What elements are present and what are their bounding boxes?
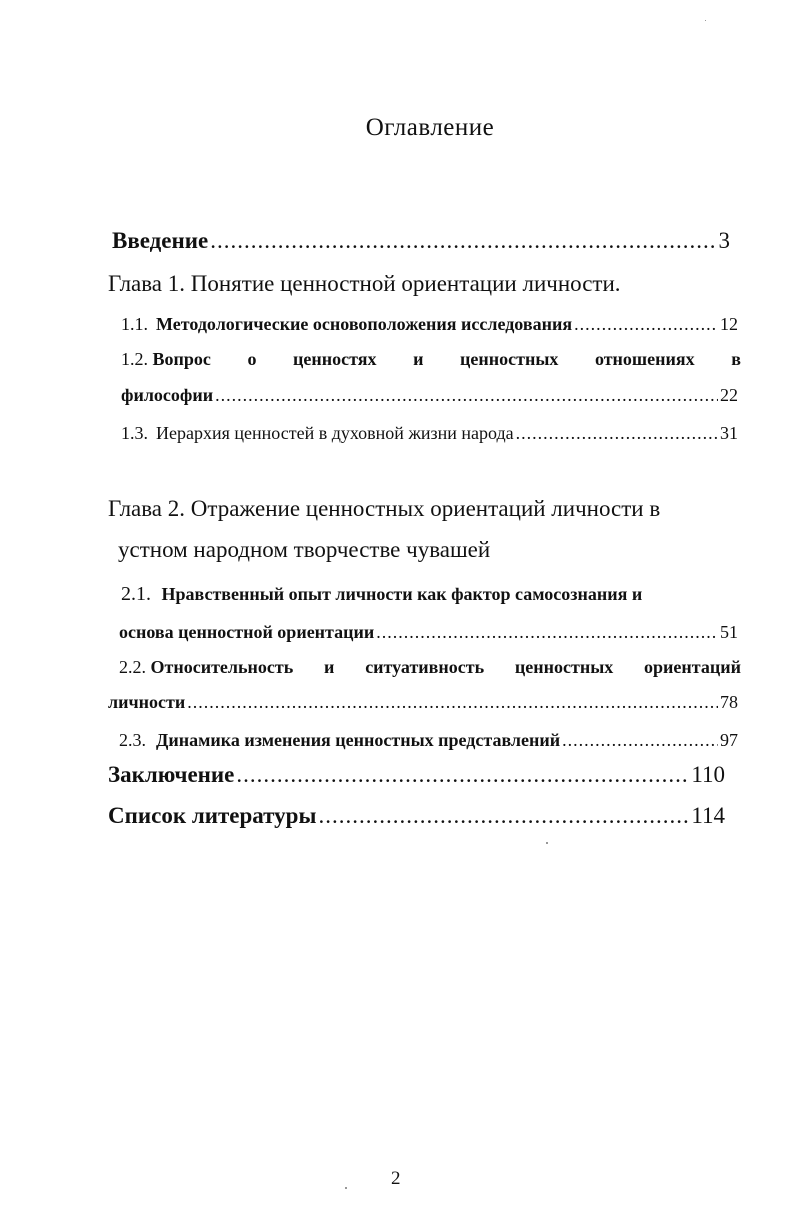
word: и (324, 657, 335, 677)
word: ценностных (514, 657, 614, 677)
section-number: 2.2. Относительность (119, 657, 294, 677)
leader-dots (574, 314, 718, 335)
toc-entry-page: 97 (720, 730, 738, 750)
toc-entry-2-3[interactable] (119, 730, 738, 751)
word: ценностях (293, 349, 377, 369)
toc-entry-label: Динамика изменения ценностных представлений (156, 730, 561, 750)
toc-title: Оглавление (365, 114, 495, 141)
toc-entry-label: Методологические основоположения исследования (156, 314, 573, 334)
toc-entry-label: Список литературы (108, 803, 317, 828)
word: отношениях (594, 349, 695, 369)
leader-dots (562, 730, 718, 751)
scan-speck (345, 1187, 347, 1189)
toc-entry-label: Заключение (108, 762, 235, 787)
word: ориентаций (644, 657, 741, 677)
word: в (731, 349, 741, 369)
leader-dots (376, 622, 718, 643)
toc-entry-1-1[interactable] (121, 314, 738, 335)
section-number: 1.2. Вопрос (121, 349, 211, 369)
toc-entry-page: 22 (720, 385, 738, 405)
toc-entry-2-1-line2[interactable] (119, 622, 738, 643)
toc-entry-intro[interactable] (112, 228, 730, 254)
toc-entry-references[interactable] (108, 803, 725, 829)
toc-entry-page: 51 (720, 622, 738, 642)
toc-entry-page: 114 (691, 803, 725, 828)
leader-dots (215, 385, 718, 406)
toc-entry-2-1-line1[interactable] (121, 583, 642, 606)
leader-dots (210, 228, 716, 254)
scan-speck (705, 20, 706, 21)
toc-entry-1-2-line1[interactable] (121, 349, 741, 370)
toc-entry-page: 31 (720, 423, 738, 443)
leader-dots (187, 692, 718, 713)
word: и (413, 349, 424, 369)
section-number: 1.3. (121, 423, 148, 443)
toc-entry-label: Введение (112, 228, 209, 253)
leader-dots (516, 423, 718, 444)
chapter-1-title[interactable]: Глава 1. Понятие ценностной ориентации личности. (108, 271, 621, 296)
section-number: 1.1. (121, 314, 148, 334)
toc-entry-page: 3 (718, 228, 730, 253)
toc-entry-page: 110 (691, 762, 725, 787)
toc-entry-1-2-line2[interactable] (121, 385, 738, 406)
toc-entry-label: философии (121, 385, 214, 405)
toc-entry-label: личности (108, 692, 186, 712)
toc-entry-label: основа ценностной ориентации (119, 622, 375, 642)
chapter-2-title-line2[interactable]: устном народном творчестве чувашей (118, 537, 491, 562)
chapter-2-title-line1[interactable]: Глава 2. Отражение ценностных ориентаций личности в (108, 496, 661, 521)
toc-entry-page: 78 (720, 692, 738, 712)
toc-entry-2-2-line1[interactable] (119, 657, 741, 678)
toc-entry-1-3[interactable] (121, 423, 738, 444)
word: ценностных (460, 349, 559, 369)
section-number: 2.3. (119, 730, 146, 750)
word: о (247, 349, 257, 369)
toc-entry-label: Иерархия ценностей в духовной жизни народа (156, 423, 514, 443)
toc-entry-page: 12 (720, 314, 738, 334)
toc-entry-2-2-line2[interactable] (108, 692, 738, 713)
word: ситуативность (365, 657, 485, 677)
toc-entry-label: Нравственный опыт личности как фактор самосознания и (161, 584, 643, 604)
toc-entry-conclusion[interactable] (108, 762, 725, 788)
page-number: 2 (391, 1168, 401, 1189)
section-number: 2.1. (121, 583, 151, 605)
leader-dots (318, 803, 689, 829)
leader-dots (236, 762, 689, 788)
scan-speck (546, 842, 548, 844)
